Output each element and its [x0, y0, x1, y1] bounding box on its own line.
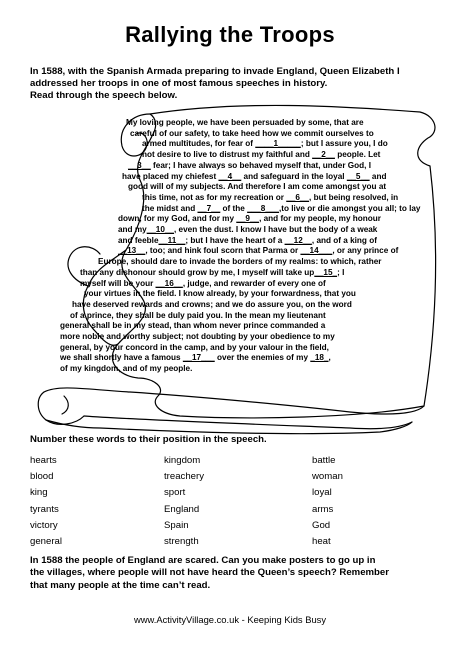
speech-text-run: Europe, should dare to invade the borders of my realms: to which, rather — [98, 257, 382, 267]
speech-line — [58, 161, 430, 172]
word-bank-item: England — [164, 503, 200, 515]
speech-text-run: we shall shortly have a famous — [60, 353, 183, 363]
speech-text-run: than any dishonour should grow by me, I myself will take up — [80, 267, 315, 277]
answer-blank: __6__ — [286, 192, 310, 202]
word-bank-item: tyrants — [30, 503, 59, 515]
speech-line — [58, 182, 430, 193]
speech-text-run: have deserved rewards and crowns; and we do assure you, on the word — [72, 299, 352, 309]
answer-blank: __16__ — [155, 278, 183, 288]
word-bank-item: Spain — [164, 519, 189, 531]
speech-line — [58, 236, 430, 247]
word-bank-item: victory — [30, 519, 58, 531]
word-bank-item: king — [30, 487, 48, 499]
footer-credit: www.ActivityVillage.co.uk - Keeping Kids Busy — [133, 614, 327, 625]
answer-blank: __9__ — [236, 214, 260, 224]
speech-text-run: My loving people, we have been persuaded by some, that are — [126, 118, 364, 127]
speech-line — [58, 225, 430, 236]
answer-blank: __13__ — [118, 246, 146, 256]
answer-blank: __5__ — [346, 171, 370, 181]
word-bank-item: hearts — [30, 455, 57, 466]
answer-blank: ___8___ — [247, 203, 279, 213]
speech-line — [58, 246, 430, 257]
speech-text-run: , even the dust. I know I have but the body of a weak — [174, 225, 378, 235]
speech-text-run: armed multitudes, for fear of — [142, 139, 256, 149]
answer-blank: _18_ — [310, 353, 329, 363]
speech-line — [58, 343, 430, 354]
speech-text-run: careful of our safety, to take heed how we commit ourselves to — [130, 128, 374, 138]
word-bank-item: heat — [312, 536, 331, 547]
speech-text-run: , but being resolved, in — [309, 192, 399, 202]
speech-text-run: general, by your concord in the camp, and by your valour in the field, — [60, 342, 329, 352]
speech-line — [58, 279, 430, 290]
speech-text-run: ; I — [337, 267, 345, 277]
intro-line: In 1588, with the Spanish Armada preparing to invade England, Queen Elizabeth I — [30, 66, 400, 77]
speech-text-run: good will of my subjects. And therefore I am come amongst you at — [128, 182, 387, 192]
task-line: the villages, where people will not have heard the Queen’s speech? Remember — [30, 567, 389, 579]
speech-line — [58, 353, 430, 364]
speech-line — [58, 172, 430, 183]
speech-text — [58, 118, 430, 375]
word-bank-item: blood — [30, 471, 54, 483]
speech-line — [58, 118, 430, 129]
answer-blank: __15_ — [314, 267, 338, 277]
task-line: In 1588 the people of England are scared. Can you make posters to go up in — [30, 555, 376, 566]
speech-text-run: people. Let — [334, 150, 381, 160]
word-bank-item: loyal — [312, 487, 332, 499]
answer-blank: __17___ — [182, 353, 215, 363]
speech-text-run: , and of a king of — [311, 235, 377, 245]
speech-text-run: , and for my people, my honour — [259, 214, 381, 224]
speech-text-run: and my — [118, 225, 147, 235]
speech-line — [58, 332, 430, 343]
question-heading: Number these words to their position in the speech. — [30, 434, 267, 445]
answer-blank: __12__ — [284, 235, 312, 245]
speech-text-run: and — [369, 171, 387, 181]
speech-text-run: over the enemies of my — [214, 353, 311, 363]
speech-text-run: general shall be in my stead, than whom never prince commanded a — [60, 321, 326, 331]
speech-text-run: of the — [220, 203, 248, 213]
word-bank-item: battle — [312, 455, 336, 466]
speech-text-run: not desire to live to distrust my faithful and — [142, 150, 313, 160]
answer-blank: __4__ — [218, 171, 242, 181]
answer-blank: __10__ — [146, 225, 174, 235]
speech-text-run: myself will be your — [80, 278, 156, 288]
poster-task — [30, 555, 450, 592]
word-bank-item: strength — [164, 536, 199, 547]
answer-blank: __7__ — [197, 203, 221, 213]
page-title: Rallying the Troops — [125, 22, 335, 47]
speech-text-run: your virtues in the field. I know already, by your forwardness, that you — [84, 289, 356, 299]
intro-line: Read through the speech below. — [30, 90, 178, 102]
word-bank-item: sport — [164, 487, 186, 499]
task-line: that many people at the time can’t read. — [30, 579, 211, 591]
speech-text-run: of my kingdom, and of my people. — [60, 364, 193, 374]
speech-line — [58, 257, 430, 268]
answer-blank: ____1_____ — [255, 139, 301, 149]
speech-text-run: down, for my God, and for my — [118, 214, 237, 224]
speech-line — [58, 139, 430, 150]
speech-line — [58, 289, 430, 300]
speech-line — [58, 129, 430, 140]
speech-text-run: , judge, and rewarder of every one of — [182, 278, 326, 288]
answer-blank: __11__ — [158, 235, 186, 245]
speech-text-run: this time, not as for my recreation or — [142, 192, 287, 202]
answer-blank: __3__ — [128, 160, 151, 170]
speech-text-run: , or any prince of — [332, 246, 399, 256]
speech-text-run: more noble and worthy subject; not doubting by your obedience to my — [60, 332, 335, 342]
speech-line — [58, 268, 430, 279]
speech-line — [58, 193, 430, 204]
speech-line — [58, 364, 430, 375]
answer-blank: __14___ — [300, 246, 333, 256]
speech-text-run: ; but I assure you, I do — [300, 139, 388, 149]
speech-text-run: ; but I have the heart of a — [185, 235, 285, 245]
speech-line — [58, 300, 430, 311]
speech-line — [58, 150, 430, 161]
speech-text-run: fear; I have always so behaved myself that, under God, I — [150, 160, 372, 170]
speech-text-run: and safeguard in the loyal — [241, 171, 347, 181]
word-bank-item: God — [312, 519, 331, 531]
speech-line — [58, 321, 430, 332]
answer-blank: __2__ — [312, 150, 335, 160]
intro-text — [30, 66, 450, 103]
speech-text-run: , too; and hink foul scorn that Parma or — [145, 246, 301, 256]
speech-text-run: the midst and — [142, 203, 198, 213]
word-bank-item: kingdom — [164, 455, 201, 466]
word-bank-item: arms — [312, 503, 334, 515]
word-bank-item: general — [30, 536, 63, 547]
speech-text-run: , — [328, 353, 331, 363]
word-bank-item: woman — [312, 471, 343, 483]
speech-text-run: and feeble — [118, 235, 159, 245]
speech-text-run: of a prince, they shall be duly paid you. In the mean my lieutenant — [70, 310, 326, 320]
speech-text-run: have placed my chiefest — [122, 171, 219, 181]
word-bank-item: treachery — [164, 471, 204, 483]
speech-line — [58, 214, 430, 225]
speech-line — [58, 311, 430, 322]
speech-line — [58, 204, 430, 215]
intro-line: addressed her troops in one of most famous speeches in history. — [30, 78, 328, 90]
speech-text-run: ,to live or die amongst you all; to lay — [279, 203, 421, 213]
